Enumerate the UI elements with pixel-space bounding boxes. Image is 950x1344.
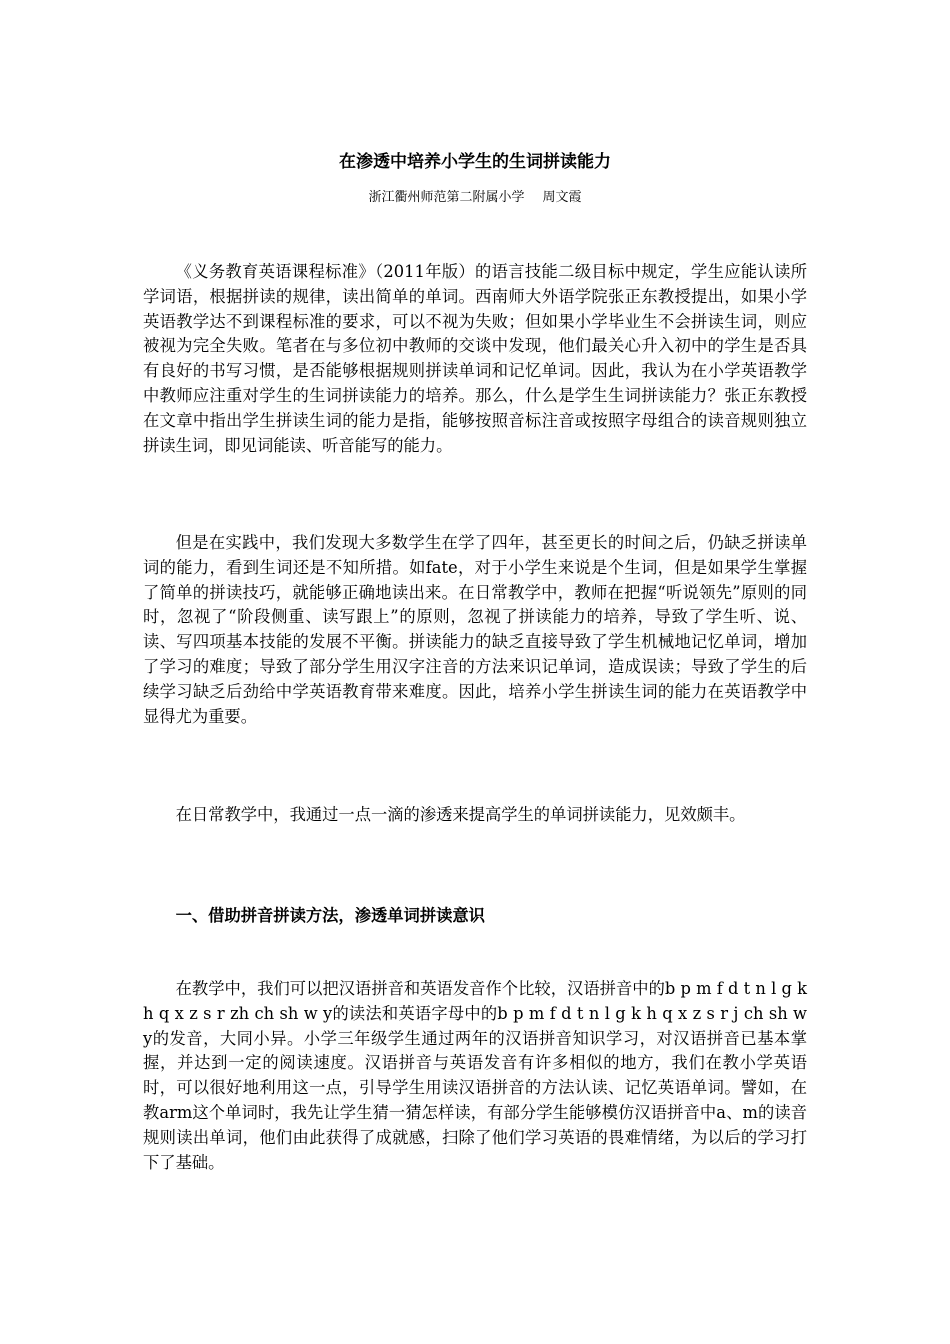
document-title: 在渗透中培养小学生的生词拼读能力 bbox=[339, 152, 611, 172]
body-paragraph-1: 《义务教育英语课程标准》（2011年版）的语言技能二级目标中规定，学生应能认读所学词语，根据拼读的规律，读出简单的单词。西南师大外语学院张正东教授提出，如果小学英语教学达不到课程标准的要求，可以不视为失败；但如果小学毕业生不会拼读生词，则应被视为完全失败。笔者在与多位初中教师的交谈中发现，他们最关心升入初中的学生是否具有良好的书写习惯，是否能够根据规则拼读单词和记忆单词。因此，我认为在小学英语教学中教师应注重对学生的生词拼读能力的培养。那么，什么是学生生词拼读能力？张正东教授在文章中指出学生拼读生词的能力是指，能够按照音标注音或按照字母组合的读音规则独立拼读生词，即见词能读、听音能写的能力。 bbox=[143, 262, 807, 455]
author-byline bbox=[0, 189, 950, 207]
author-school: 浙江衢州师范第二附属小学 bbox=[368, 190, 525, 205]
author-name: 周文霞 bbox=[542, 190, 582, 205]
body-paragraph-2: 但是在实践中，我们发现大多数学生在学了四年，甚至更长的时间之后，仍缺乏拼读单词的能力，看到生词还是不知所措。如fate，对于小学生来说是个生词，但是如果学生掌握了简单的拼读技巧，就能够正确地读出来。在日常教学中，教师在把握“听说领先”原则的同时，忽视了“阶段侧重、读写跟上”的原则，忽视了拼读能力的培养，导致了学生听、说、读、写四项基本技能的发展不平衡。拼读能力的缺乏直接导致了学生机械地记忆单词，增加了学习的难度；导致了部分学生用汉字注音的方法来识记单词，造成误读；导致了学生的后续学习缺乏后劲给中学英语教育带来难度。因此，培养小学生拼读生词的能力在英语教学中显得尤为重要。 bbox=[143, 533, 807, 726]
body-paragraph-3: 在日常教学中，我通过一点一滴的渗透来提高学生的单词拼读能力，见效颇丰。 bbox=[175, 805, 746, 824]
section-heading-1: 一、借助拼音拼读方法，渗透单词拼读意识 bbox=[175, 906, 485, 925]
section-paragraph-1: 在教学中，我们可以把汉语拼音和英语发音作个比较，汉语拼音中的b p m f d t n l g k h q x z s r zh ch sh w y的读法和英语字母中的b p m f d t n l g k h q x z s r j ch sh w y的发音，大同小异。小学三年级学生通过两年的汉语拼音知识学习，对汉语拼音已基本掌握，并达到一定的阅读速度。汉语拼音与英语发音有许多相似的地方，我们在教小学英语时，可以很好地利用这一点，引导学生用读汉语拼音的方法认读、记忆英语单词。譬如，在教arm这个单词时，我先让学生猜一猜怎样读，有部分学生能够模仿汉语拼音中a、m的读音规则读出单词，他们由此获得了成就感，扫除了他们学习英语的畏难情绪，为以后的学习打下了基础。 bbox=[143, 979, 807, 1172]
